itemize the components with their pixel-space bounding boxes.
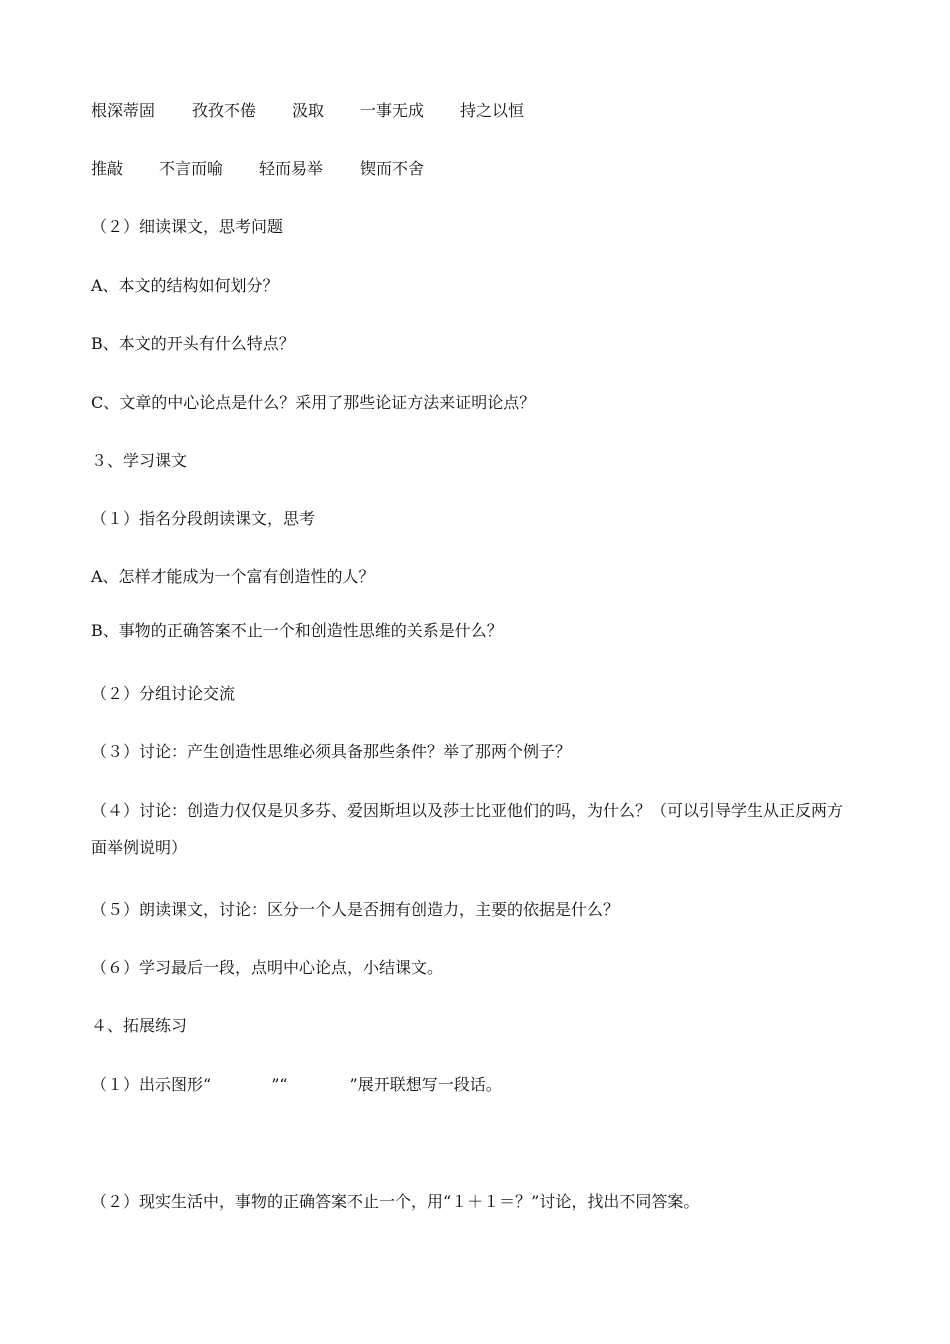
question-a: A、本文的结构如何划分？ xyxy=(91,276,279,295)
item-1-text-a: （１）出示图形“ xyxy=(91,1075,212,1094)
item-1-text-b: ”“ xyxy=(271,1075,288,1094)
vocab-word: 持之以恒 xyxy=(460,101,525,120)
vocab-word: 根深蒂固 xyxy=(91,101,156,120)
section-4-item-1 xyxy=(91,1075,502,1095)
section-3-question-a: A、怎样才能成为一个富有创造性的人？ xyxy=(91,567,375,586)
section-3-item-3: （３）讨论：产生创造性思维必须具备那些条件？举了那两个例子？ xyxy=(91,742,572,761)
vocab-row-2 xyxy=(91,159,440,179)
step-2-heading: （２）细读课文，思考问题 xyxy=(91,217,284,236)
section-4-item-2: （２）现实生活中，事物的正确答案不止一个，用“１＋１＝？”讨论，找出不同答案。 xyxy=(91,1192,700,1211)
section-3-item-2: （２）分组讨论交流 xyxy=(91,684,236,703)
vocab-word: 一事无成 xyxy=(360,101,425,120)
section-3-question-b: B、事物的正确答案不止一个和创造性思维的关系是什么？ xyxy=(91,621,503,640)
section-4-heading: ４、拓展练习 xyxy=(91,1016,188,1035)
question-c: C、文章的中心论点是什么？采用了那些论证方法来证明论点？ xyxy=(91,393,536,412)
vocab-row-1 xyxy=(91,101,540,121)
item-1-text-c: ”展开联想写一段话。 xyxy=(349,1075,502,1094)
section-3-item-4: （４）讨论：创造力仅仅是贝多芬、爱因斯坦以及莎士比亚他们的吗，为什么？（可以引导学生从正反两方面举例说明） xyxy=(91,801,844,857)
vocab-word: 推敲 xyxy=(91,159,124,178)
question-b: B、本文的开头有什么特点？ xyxy=(91,334,295,353)
vocab-word: 锲而不舍 xyxy=(360,159,425,178)
vocab-word: 轻而易举 xyxy=(259,159,324,178)
section-3-heading: ３、学习课文 xyxy=(91,451,188,470)
section-3-item-6: （６）学习最后一段，点明中心论点，小结课文。 xyxy=(91,958,444,977)
section-3-item-1: （１）指名分段朗读课文，思考 xyxy=(91,509,316,528)
vocab-word: 不言而喻 xyxy=(159,159,224,178)
vocab-word: 孜孜不倦 xyxy=(192,101,257,120)
section-3-item-5: （５）朗读课文，讨论：区分一个人是否拥有创造力，主要的依据是什么？ xyxy=(91,900,620,919)
vocab-word: 汲取 xyxy=(292,101,325,120)
